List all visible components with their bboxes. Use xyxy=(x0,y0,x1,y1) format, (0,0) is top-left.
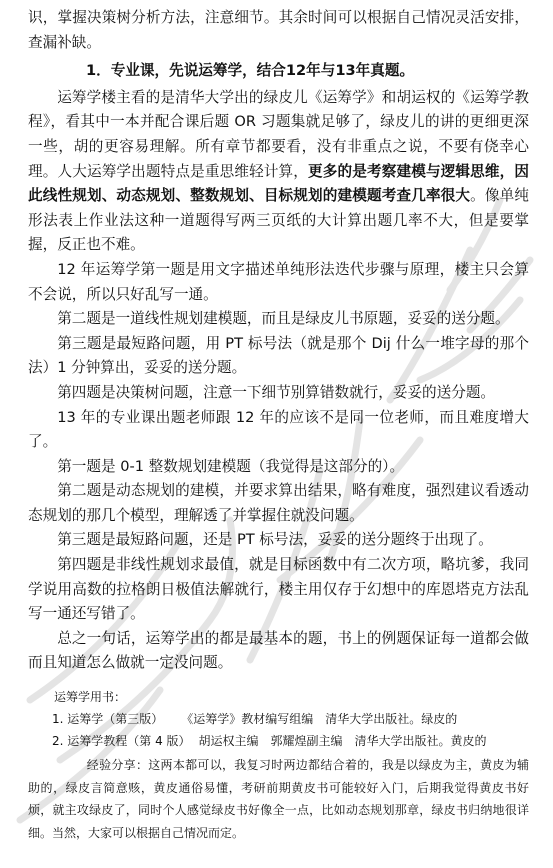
experience-share: 经验分享：这两本都可以，我复习时两边都结合着的，我是以绿皮为主，黄皮为辅助的，绿皮言简意赅，黄皮通俗易懂，考研前期黄皮书可能较好入门，后期我觉得黄皮书好烦，就主攻绿皮了，同时个人感觉绿皮书好像全一点，比如动态规划那章，绿皮书归纳地很详细。当然，大家可以根据自己情况而定。 xyxy=(28,758,529,840)
paragraph-2013-q4: 第四题是非线性规划求最值，就是目标函数中有二次方项，略坑爹，我同学说用高数的拉格朗日极值法解就行，楼主用仅存于幻想中的库恩塔克方法乱写一通还写错了。 xyxy=(28,556,529,623)
book-item-2 xyxy=(28,730,529,752)
intro-paragraph: 识，掌握决策树分析方法，注意细节。其余时间可以根据自己情况灵活安排，查漏补缺。 xyxy=(28,9,529,51)
book-item-1 xyxy=(28,708,529,730)
book-list-title: 运筹学用书： xyxy=(54,690,127,705)
paragraph-summary: 总之一句话，运筹学出的都是最基本的题，书上的例题保证每一道都会做而且知道怎么做就一定没问题。 xyxy=(28,629,529,672)
paragraph-textbooks-part2: 。像单纯形法表上作业法这种一道题得写两三页纸的大计算出题几率不大，但是要掌握，反正也不难。 xyxy=(28,187,529,254)
paragraph-2013-q2: 第二题是动态规划的建模，并要求算出结果，略有难度，强烈建议看透动态规划的那几个模型，理解透了并掌握住就没问题。 xyxy=(28,482,529,524)
book-item-2-title: 2. 运筹学教程（第 4 版） xyxy=(52,734,191,749)
paragraph-2013-q3: 第三题是最短路问题，还是 PT 标号法，妥妥的送分题终于出现了。 xyxy=(57,531,493,549)
section-heading: 1．专业课，先说运筹学，结合12年与13年真题。 xyxy=(86,62,415,80)
paragraph-textbooks-emphasis: 更多的是考察建模与逻辑思维，因此线性规划、动态规划、整数规划、目标规划的建模题考查几率很大 xyxy=(28,162,529,205)
book-list xyxy=(28,686,529,844)
paragraph-textbooks xyxy=(28,86,529,258)
paragraph-2012-q3: 第三题是最短路问题，用 PT 标号法（就是那个 Dij 什么一堆字母的那个法）1 分钟算出，妥妥的送分题。 xyxy=(28,334,529,377)
paragraph-2012-q1: 12 年运筹学第一题是用文字描述单纯形法迭代步骤与原理，楼主只会算不会说，所以只好乱写一通。 xyxy=(28,260,529,303)
paragraph-textbooks-part1: 运筹学楼主看的是清华大学出的绿皮儿《运筹学》和胡运权的《运筹学教程》，看其中一本并配合课后题 OR 习题集就足够了，绿皮儿的讲的更细更深一些，胡的更容易理解。所有章节都要看，没有非重点之说，不要有侥幸心理。人大运筹学出题特点是重思维轻计算， xyxy=(28,88,529,180)
book-item-2-detail: 胡运权主编 郭耀煌副主编 清华大学出版社。黄皮的 xyxy=(198,734,487,749)
paragraph-2013-intro: 13 年的专业课出题老师跟 12 年的应该不是同一位老师，而且难度增大了。 xyxy=(28,408,529,451)
book-item-1-title: 1. 运筹学（第三版） xyxy=(52,712,164,727)
paragraph-2012-q4: 第四题是决策树问题，注意一下细节别算错数就行，妥妥的送分题。 xyxy=(57,383,496,401)
book-item-1-detail: 《运筹学》教材编写组编 清华大学出版社。绿皮的 xyxy=(181,712,458,727)
paragraph-2012-q2: 第二题是一道线性规划建模题，而且是绿皮儿书原题，妥妥的送分题。 xyxy=(57,310,510,328)
paragraph-2013-q1: 第一题是 0-1 整数规划建模题（我觉得是这部分的）。 xyxy=(57,457,405,475)
article-body xyxy=(28,6,529,844)
